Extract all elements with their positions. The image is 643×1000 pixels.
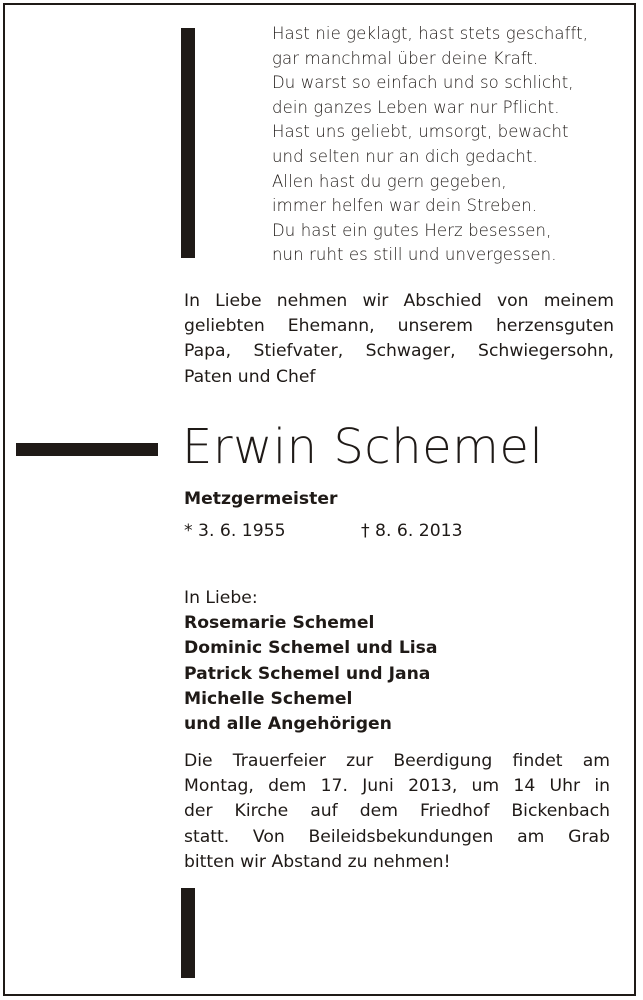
family-member: Michelle Schemel [184, 688, 353, 709]
ceremony-line: statt. Von Beileidsbekundungen am Grab [184, 826, 610, 847]
funeral-details [184, 749, 610, 875]
intro-line: Papa, Stiefvater, Schwager, Schwiegersohn, [184, 341, 614, 362]
farewell-intro [184, 289, 614, 390]
poem-line: Hast nie geklagt, hast stets geschafft, [272, 24, 589, 43]
family-member: Rosemarie Schemel [184, 613, 375, 634]
poem-line: immer helfen war dein Streben. [272, 196, 538, 216]
mourning-family [184, 586, 438, 737]
family-member: Dominic Schemel und Lisa [184, 638, 438, 659]
deceased-name: Erwin Schemel [182, 419, 544, 475]
poem-line: dein ganzes Leben war nur Pflicht. [272, 97, 560, 117]
birth-date: * 3. 6. 1955 [184, 521, 286, 541]
intro-line: geliebten Ehemann, unserem herzensguten [184, 316, 614, 337]
ceremony-line: der Kirche auf dem Friedhof Bickenbach [184, 801, 610, 822]
intro-line: Paten und Chef [184, 366, 316, 387]
poem-line: Hast uns geliebt, umsorgt, bewacht [272, 122, 569, 142]
family-member: Patrick Schemel und Jana [184, 663, 431, 684]
life-dates [184, 518, 463, 544]
poem-line: Du warst so einfach und so schlicht, [272, 73, 574, 93]
family-member: und alle Angehörigen [184, 714, 392, 735]
ceremony-line: Die Trauerfeier zur Beerdigung findet am [184, 751, 610, 771]
intro-line: In Liebe nehmen wir Abschied von meinem [184, 291, 614, 311]
family-heading: In Liebe: [184, 588, 258, 608]
memorial-poem [272, 22, 622, 268]
poem-line: Du hast ein gutes Herz besessen, [272, 220, 552, 240]
deceased-profession: Metzgermeister [184, 489, 338, 509]
decorative-bar-middle [16, 443, 158, 456]
decorative-bar-bottom [181, 888, 195, 978]
poem-line: gar manchmal über deine Kraft. [272, 48, 539, 68]
ceremony-line: bitten wir Abstand zu nehmen! [184, 851, 451, 872]
death-date: † 8. 6. 2013 [361, 521, 463, 541]
poem-line: nun ruht es still und unvergessen. [272, 245, 557, 265]
poem-line: Allen hast du gern gegeben, [272, 171, 507, 191]
ceremony-line: Montag, dem 17. Juni 2013, um 14 Uhr in [184, 776, 610, 797]
decorative-bar-top [181, 28, 195, 258]
poem-line: und selten nur an dich gedacht. [272, 146, 538, 166]
